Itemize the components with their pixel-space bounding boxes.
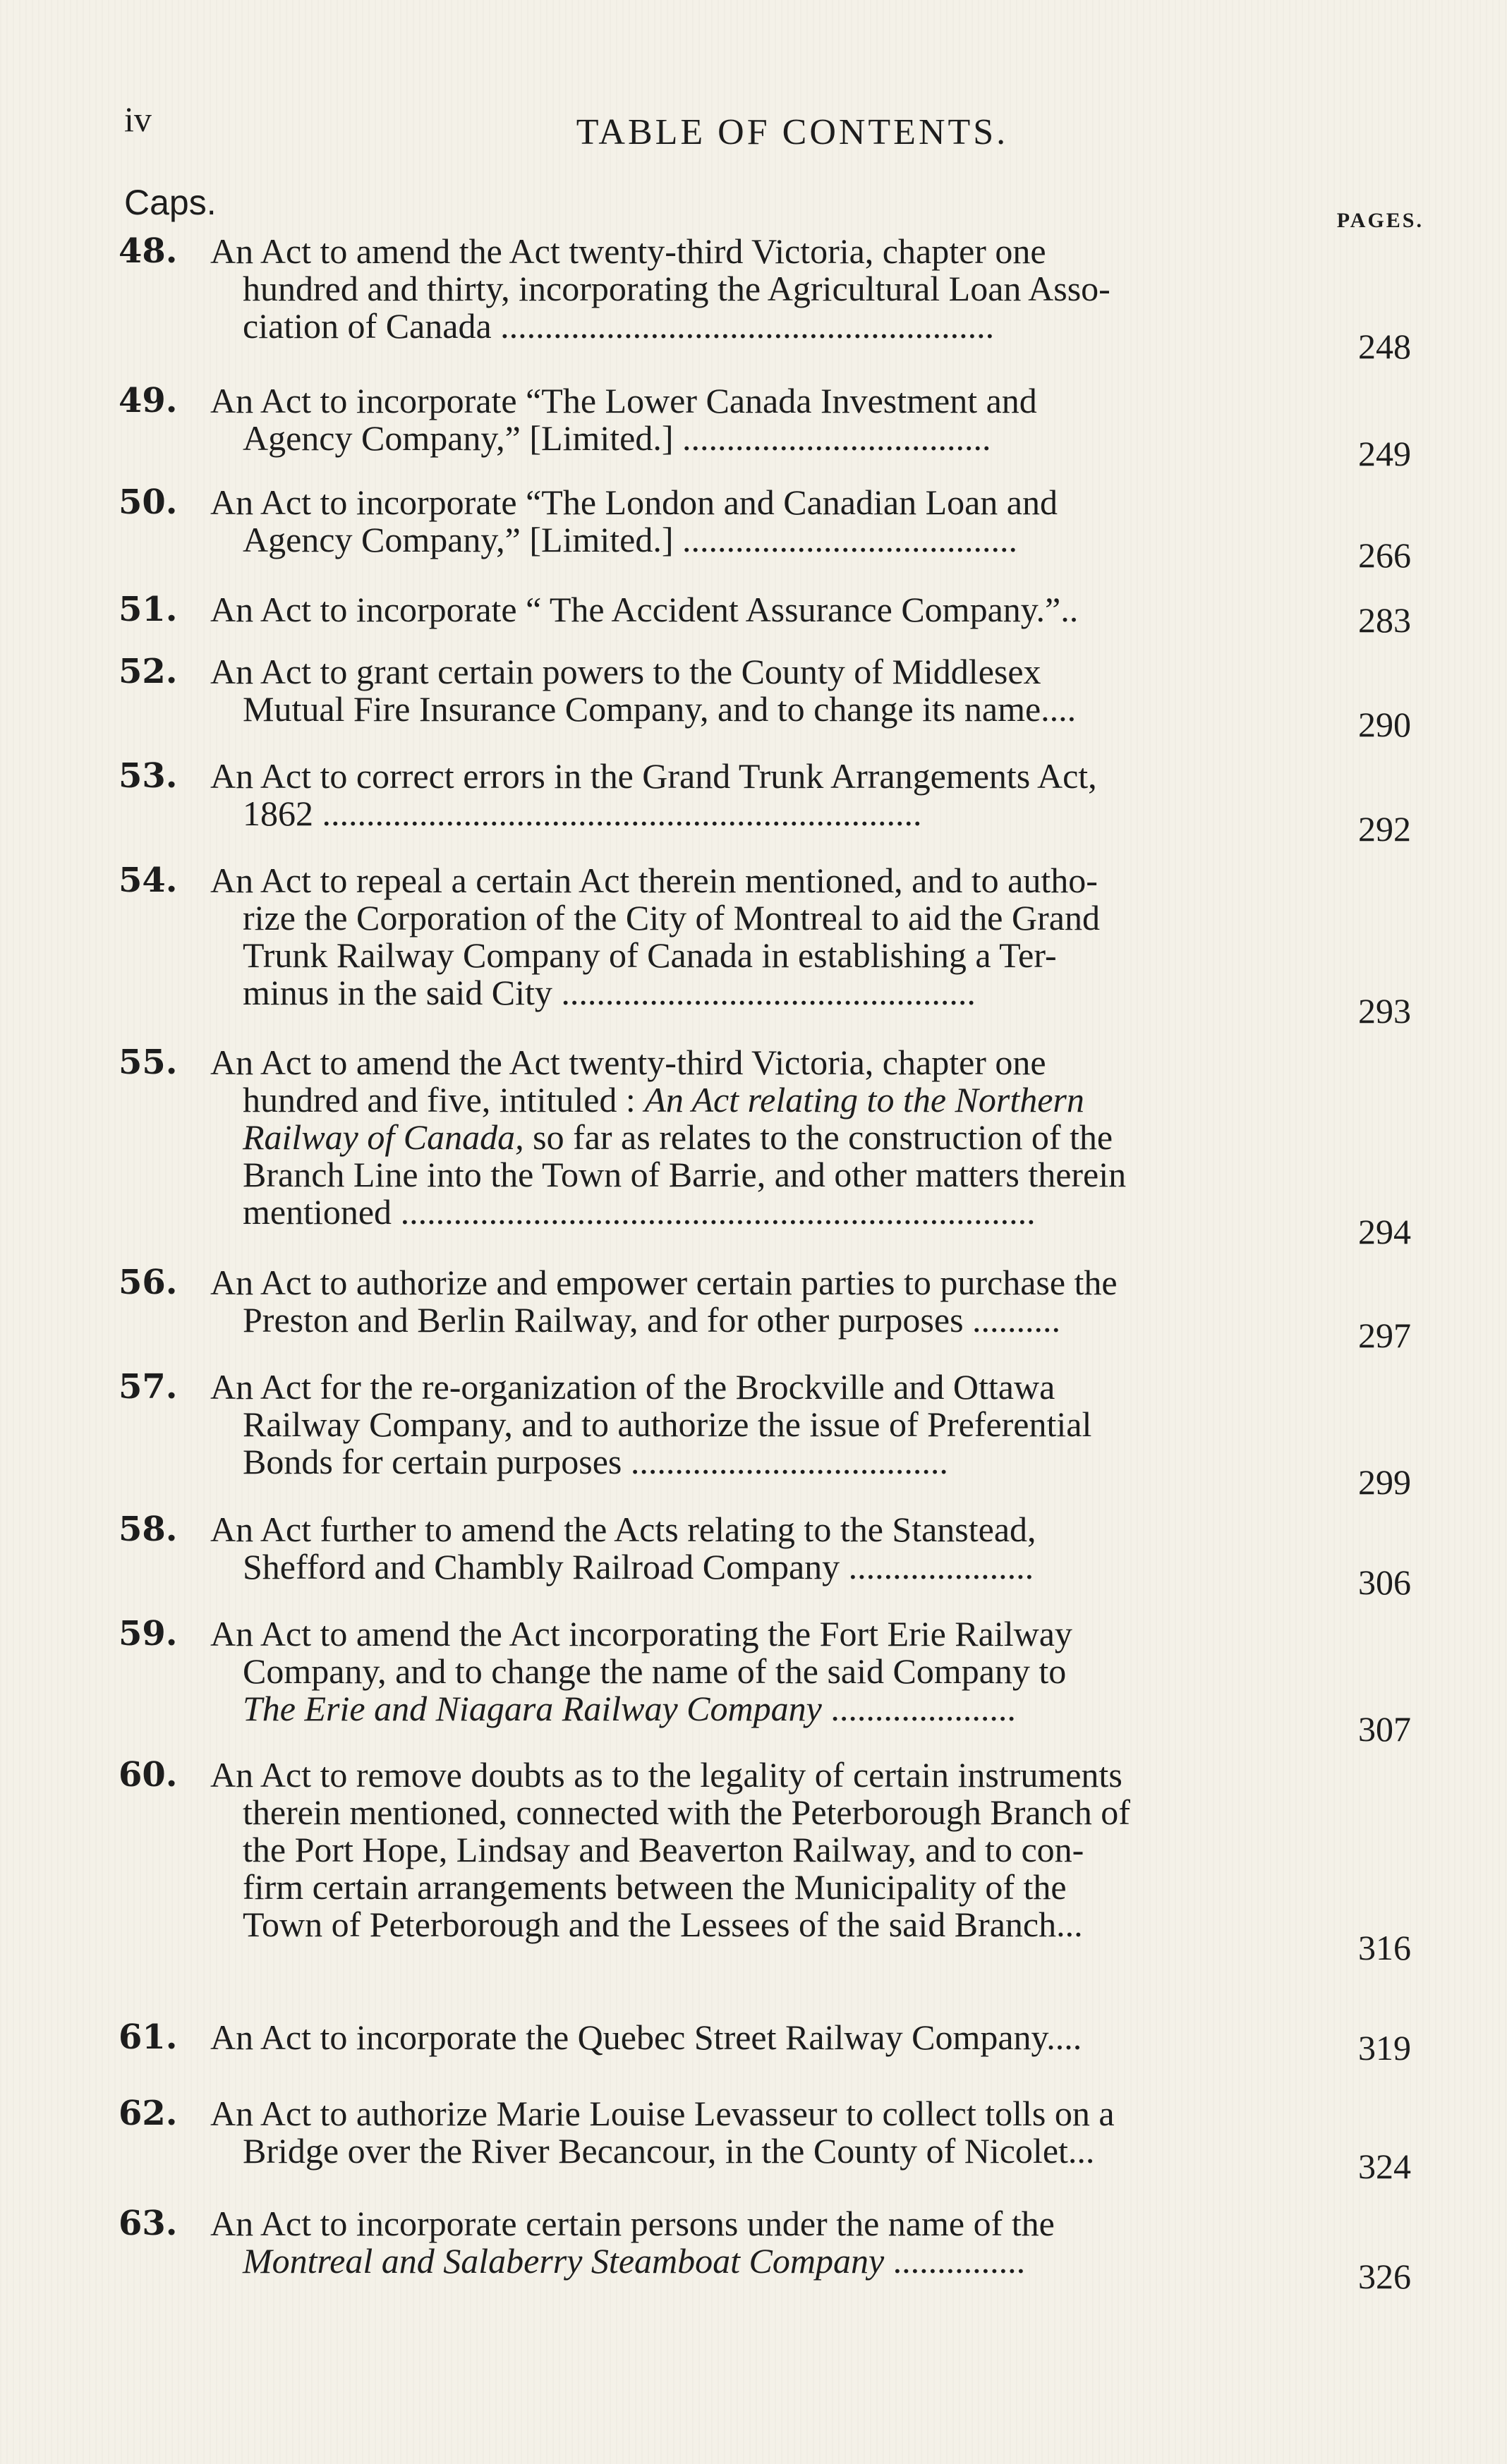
entry-title bbox=[210, 862, 1339, 1012]
entry-line: Preston and Berlin Railway, and for other purposes .......... bbox=[243, 1300, 1061, 1340]
entry-number: 51. bbox=[119, 590, 178, 629]
entry-line: Branch Line into the Town of Barrie, and other matters therein bbox=[243, 1155, 1127, 1194]
entry-line: minus in the said City ............................................... bbox=[243, 973, 976, 1012]
entry-line: Bridge over the River Becancour, in the County of Nicolet... bbox=[243, 2131, 1095, 2171]
entry-title bbox=[210, 2205, 1339, 2280]
entry-line: Railway of Canada, so far as relates to the construction of the bbox=[243, 1117, 1113, 1157]
entry-title bbox=[210, 1044, 1339, 1231]
entry-number: 58. bbox=[119, 1510, 178, 1549]
entry-number: 56. bbox=[119, 1263, 178, 1302]
entry-line: therein mentioned, connected with the Peterborough Branch of bbox=[243, 1792, 1130, 1832]
caps-label: Caps. bbox=[124, 183, 217, 222]
entry-number: 62. bbox=[119, 2094, 178, 2133]
entry-number: 50. bbox=[119, 483, 178, 522]
entry-line: An Act to incorporate the Quebec Street Railway Company.... bbox=[210, 2017, 1082, 2057]
entry-number: 57. bbox=[119, 1367, 178, 1407]
entry-title bbox=[210, 382, 1339, 457]
entry-title bbox=[210, 1511, 1339, 1586]
entry-title bbox=[210, 591, 1339, 629]
entry-title bbox=[210, 484, 1339, 559]
entry-line: An Act for the re-organization of the Brockville and Ottawa bbox=[210, 1367, 1055, 1407]
entry-number: 61. bbox=[119, 2017, 178, 2057]
entry-title bbox=[210, 233, 1339, 345]
entry-line: An Act to grant certain powers to the County of Middlesex bbox=[210, 652, 1041, 691]
entry-title bbox=[210, 1756, 1339, 1943]
entry-line: An Act to amend the Act twenty-third Victoria, chapter one bbox=[210, 231, 1046, 271]
entry-page: 292 bbox=[1358, 809, 1411, 849]
entry-line: Town of Peterborough and the Lessees of the said Branch... bbox=[243, 1905, 1083, 1944]
entry-page: 324 bbox=[1358, 2147, 1411, 2186]
toc-entry[interactable] bbox=[119, 861, 1424, 1031]
entry-page: 293 bbox=[1358, 991, 1411, 1031]
entry-title bbox=[210, 1615, 1339, 1728]
toc-entry[interactable] bbox=[119, 590, 1424, 640]
page-folio: iv bbox=[124, 99, 152, 139]
entry-line: mentioned ........................................................................ bbox=[243, 1192, 1036, 1232]
entry-number: 52. bbox=[119, 652, 178, 691]
toc-entry[interactable] bbox=[119, 483, 1424, 575]
entry-title bbox=[210, 653, 1339, 728]
entry-line: Company, and to change the name of the said Company to bbox=[243, 1651, 1067, 1691]
entry-line: firm certain arrangements between the Municipality of the bbox=[243, 1867, 1067, 1907]
entry-line: An Act to repeal a certain Act therein mentioned, and to autho- bbox=[210, 861, 1098, 900]
entry-line: 1862 .................................................................... bbox=[243, 794, 922, 833]
pages-label: PAGES. bbox=[1336, 209, 1424, 232]
entry-line: An Act to amend the Act twenty-third Victoria, chapter one bbox=[210, 1043, 1046, 1082]
entry-page: 297 bbox=[1358, 1316, 1411, 1355]
entry-page: 290 bbox=[1358, 705, 1411, 744]
entry-number: 60. bbox=[119, 1755, 178, 1795]
toc-entry[interactable] bbox=[119, 756, 1424, 849]
toc-entry[interactable] bbox=[119, 2094, 1424, 2186]
entry-line: The Erie and Niagara Railway Company ..................... bbox=[243, 1689, 1016, 1728]
entry-page: 316 bbox=[1358, 1928, 1411, 1967]
entry-line: Mutual Fire Insurance Company, and to change its name.... bbox=[243, 689, 1077, 729]
entry-line: An Act to incorporate “ The Accident Assurance Company.”.. bbox=[210, 590, 1079, 629]
toc-entry[interactable] bbox=[119, 2017, 1424, 2068]
entry-title bbox=[210, 2095, 1339, 2170]
toc-entry[interactable] bbox=[119, 1510, 1424, 1602]
entry-number: 53. bbox=[119, 756, 178, 796]
entry-line: An Act to amend the Act incorporating the Fort Erie Railway bbox=[210, 1614, 1072, 1653]
entry-line: Agency Company,” [Limited.] ...................................... bbox=[243, 520, 1017, 559]
entry-page: 307 bbox=[1358, 1709, 1411, 1749]
entry-line: ciation of Canada ........................................................ bbox=[243, 306, 995, 346]
toc-entry[interactable] bbox=[119, 1263, 1424, 1355]
entry-number: 63. bbox=[119, 2204, 178, 2243]
toc-entry[interactable] bbox=[119, 1043, 1424, 1251]
entry-line: hundred and five, intituled : An Act relating to the Northern bbox=[243, 1080, 1084, 1119]
entry-page: 248 bbox=[1358, 327, 1411, 366]
entry-line: Bonds for certain purposes .................................... bbox=[243, 1442, 948, 1481]
entry-line: Agency Company,” [Limited.] ................................... bbox=[243, 418, 991, 458]
entry-line: Montreal and Salaberry Steamboat Company ............... bbox=[243, 2241, 1026, 2281]
entry-line: An Act to correct errors in the Grand Trunk Arrangements Act, bbox=[210, 756, 1097, 796]
entry-line: hundred and thirty, incorporating the Agricultural Loan Asso- bbox=[243, 269, 1110, 308]
entry-title bbox=[210, 1368, 1339, 1481]
entry-title bbox=[210, 1264, 1339, 1339]
entry-line: An Act to incorporate “The London and Canadian Loan and bbox=[210, 483, 1058, 522]
toc-entry[interactable] bbox=[119, 1755, 1424, 1967]
entry-page: 319 bbox=[1358, 2028, 1411, 2068]
entry-page: 326 bbox=[1358, 2257, 1411, 2296]
toc-entry[interactable] bbox=[119, 2204, 1424, 2296]
toc-entry[interactable] bbox=[119, 1614, 1424, 1749]
entry-number: 48. bbox=[119, 231, 178, 271]
entry-line: rize the Corporation of the City of Montreal to aid the Grand bbox=[243, 898, 1100, 937]
entry-line: the Port Hope, Lindsay and Beaverton Railway, and to con- bbox=[243, 1830, 1084, 1869]
entry-title bbox=[210, 758, 1339, 832]
entry-number: 59. bbox=[119, 1614, 178, 1653]
toc-entry[interactable] bbox=[119, 231, 1424, 366]
entry-line: An Act to incorporate certain persons under the name of the bbox=[210, 2204, 1055, 2243]
entry-line: An Act to remove doubts as to the legality of certain instruments bbox=[210, 1755, 1122, 1795]
entry-line: Railway Company, and to authorize the issue of Preferential bbox=[243, 1404, 1092, 1444]
page-title: TABLE OF CONTENTS. bbox=[576, 112, 1009, 152]
entry-line: An Act further to amend the Acts relating to the Stanstead, bbox=[210, 1510, 1036, 1549]
entry-line: An Act to incorporate “The Lower Canada Investment and bbox=[210, 381, 1037, 420]
entry-number: 49. bbox=[119, 381, 178, 420]
entry-line: An Act to authorize and empower certain parties to purchase the bbox=[210, 1263, 1118, 1302]
entry-page: 266 bbox=[1358, 535, 1411, 575]
entry-page: 283 bbox=[1358, 600, 1411, 640]
entry-line: An Act to authorize Marie Louise Levasseur to collect tolls on a bbox=[210, 2094, 1115, 2133]
toc-entry[interactable] bbox=[119, 381, 1424, 473]
entry-page: 294 bbox=[1358, 1212, 1411, 1251]
entry-number: 54. bbox=[119, 861, 178, 900]
entry-title bbox=[210, 2019, 1339, 2056]
entry-page: 249 bbox=[1358, 434, 1411, 473]
entry-line: Trunk Railway Company of Canada in establishing a Ter- bbox=[243, 935, 1057, 975]
toc-entry[interactable] bbox=[119, 652, 1424, 744]
entry-page: 299 bbox=[1358, 1462, 1411, 1502]
entry-page: 306 bbox=[1358, 1562, 1411, 1602]
entry-line: Shefford and Chambly Railroad Company ..................... bbox=[243, 1547, 1034, 1586]
entry-number: 55. bbox=[119, 1043, 178, 1082]
toc-entry[interactable] bbox=[119, 1367, 1424, 1502]
